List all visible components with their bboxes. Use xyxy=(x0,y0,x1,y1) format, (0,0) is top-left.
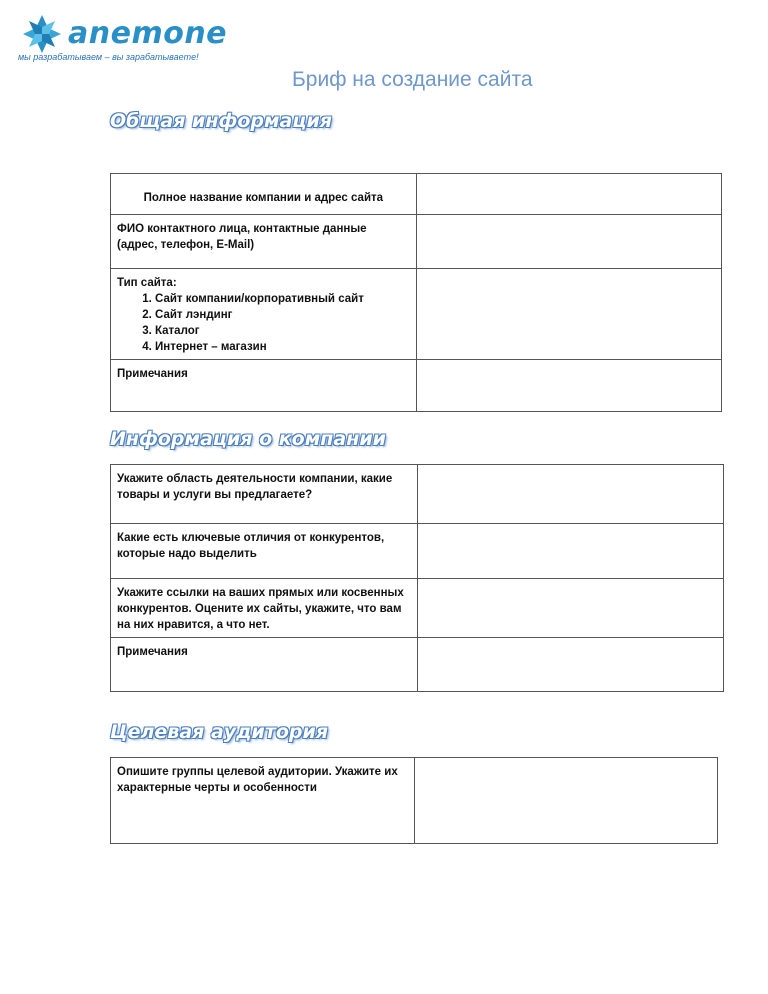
site-type-item: 1. Сайт компании/корпоративный сайт xyxy=(155,291,410,307)
table-row xyxy=(111,465,724,524)
table-row xyxy=(111,758,718,844)
site-type-list xyxy=(117,291,410,355)
table-row xyxy=(111,215,722,269)
competitors-answer-field[interactable] xyxy=(417,579,723,638)
general-info-table xyxy=(110,173,722,412)
site-type-item: 3. Каталог xyxy=(155,323,410,339)
company-name-answer-field[interactable] xyxy=(416,174,721,215)
table-row xyxy=(111,638,724,692)
anemone-flower-icon xyxy=(22,14,62,54)
contact-person-answer-field[interactable] xyxy=(416,215,721,269)
general-notes-answer-field[interactable] xyxy=(416,360,721,412)
differences-label: Какие есть ключевые отличия от конкурентов, которые надо выделить xyxy=(111,524,418,579)
site-type-answer-field[interactable] xyxy=(416,269,721,360)
activity-answer-field[interactable] xyxy=(417,465,723,524)
logo-tagline: мы разрабатываем – вы зарабатываете! xyxy=(18,52,199,62)
company-notes-answer-field[interactable] xyxy=(417,638,723,692)
general-notes-label: Примечания xyxy=(111,360,417,412)
table-row xyxy=(111,524,724,579)
company-logo xyxy=(18,12,248,66)
site-type-item: 2. Сайт лэндинг xyxy=(155,307,410,323)
table-row xyxy=(111,174,722,215)
logo-wordmark: anemone xyxy=(68,16,228,51)
section-heading-general: Общая информация xyxy=(110,110,332,132)
site-type-label: Тип сайта: xyxy=(117,277,177,289)
activity-label: Укажите область деятельности компании, какие товары и услуги вы предлагаете? xyxy=(111,465,418,524)
page-title: Бриф на создание сайта xyxy=(292,68,533,91)
site-type-cell xyxy=(111,269,417,360)
company-notes-label: Примечания xyxy=(111,638,418,692)
table-row xyxy=(111,360,722,412)
table-row xyxy=(111,579,724,638)
table-row xyxy=(111,269,722,360)
company-info-table xyxy=(110,464,724,692)
section-heading-company-info: Информация о компании xyxy=(110,428,386,450)
site-type-item: 4. Интернет – магазин xyxy=(155,339,410,355)
competitors-label: Укажите ссылки на ваших прямых или косвенных конкурентов. Оцените их сайты, укажите, что вам на них нравится, а что нет. xyxy=(111,579,418,638)
audience-groups-label: Опишите группы целевой аудитории. Укажите их характерные черты и особенности xyxy=(111,758,415,844)
audience-table xyxy=(110,757,718,844)
contact-person-label: ФИО контактного лица, контактные данные (адрес, телефон, E-Mail) xyxy=(111,215,417,269)
differences-answer-field[interactable] xyxy=(417,524,723,579)
company-name-label: Полное название компании и адрес сайта xyxy=(111,174,417,215)
audience-groups-answer-field[interactable] xyxy=(414,758,717,844)
section-heading-audience: Целевая аудитория xyxy=(110,721,329,743)
